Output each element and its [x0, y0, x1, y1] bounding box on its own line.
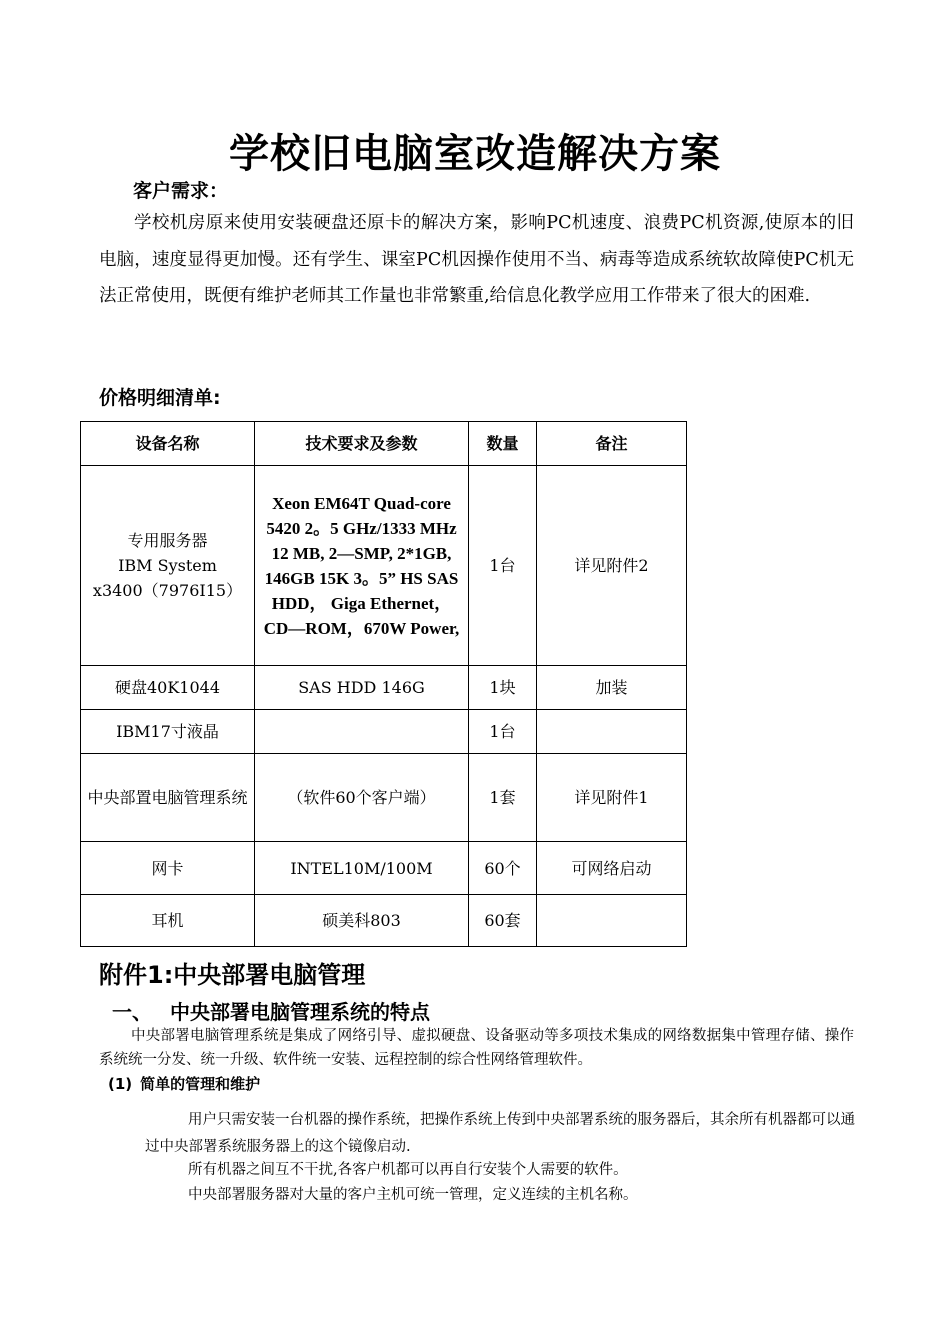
subsection-paragraph: 用户只需安装一台机器的操作系统，把操作系统上传到中央部署系统的服务器后，其余所有机器都可以通过中央部署系统服务器上的这个镜像启动. — [145, 1112, 855, 1155]
device-name-line: 专用服务器 — [127, 531, 208, 550]
subsection-paragraph: 所有机器之间互不干扰,各客户机都可以再自行安装个人需要的软件。 — [188, 1162, 628, 1178]
cell-qty: 60个 — [469, 842, 537, 895]
cell-note — [537, 710, 687, 754]
section-paragraph: 中央部署电脑管理系统是集成了网络引导、虚拟硬盘、设备驱动等多项技术集成的网络数据集中管理存储、操作系统统一分发、统一升级、软件统一安装、远程控制的综合性网络管理软件。 — [99, 1028, 854, 1068]
subsection-paragraph: 中央部署服务器对大量的客户主机可统一管理，定义连续的主机名称。 — [188, 1187, 638, 1203]
header-spec: 技术要求及参数 — [255, 422, 469, 466]
cell-spec: （软件60个客户端） — [255, 754, 469, 842]
cell-spec: INTEL10M/100M — [255, 842, 469, 895]
table-row — [81, 754, 687, 842]
header-qty: 数量 — [469, 422, 537, 466]
table-row — [81, 710, 687, 754]
cell-note: 可网络启动 — [537, 842, 687, 895]
subsection-title: 简单的管理和维护 — [140, 1075, 261, 1093]
cell-qty: 1块 — [469, 666, 537, 710]
cell-qty: 1台 — [469, 466, 537, 666]
table-row — [81, 842, 687, 895]
cell-spec: 硕美科803 — [255, 895, 469, 947]
section-title: 中央部署电脑管理系统的特点 — [170, 1000, 430, 1024]
cell-device-name: 耳机 — [81, 895, 255, 947]
customer-need-paragraph: 学校机房原来使用安装硬盘还原卡的解决方案，影响PC机速度、浪费PC机资源,使原本的旧电脑，速度显得更加慢。还有学生、课室PC机因操作使用不当、病毒等造成系统软故障使PC机无法正常使用，既便有维护老师其工作量也非常繁重,给信息化教学应用工作带来了很大的困难. — [99, 213, 854, 306]
table-header-row — [81, 422, 687, 466]
price-list-heading: 价格明细清单: — [99, 387, 221, 409]
cell-spec — [255, 710, 469, 754]
subsection-number: (1) — [108, 1075, 133, 1093]
cell-qty: 1台 — [469, 710, 537, 754]
cell-device-name: IBM17寸液晶 — [81, 710, 255, 754]
cell-device-name — [81, 466, 255, 666]
cell-device-name: 中央部置电脑管理系统 — [81, 754, 255, 842]
customer-need-heading: 客户需求： — [133, 180, 229, 202]
table-row — [81, 466, 687, 666]
cell-note — [537, 895, 687, 947]
device-name-line: x3400（7976I15） — [92, 581, 243, 600]
device-name-line: IBM System — [118, 556, 217, 575]
cell-qty: 1套 — [469, 754, 537, 842]
cell-device-name: 网卡 — [81, 842, 255, 895]
price-table — [80, 421, 687, 947]
cell-note: 详见附件2 — [537, 466, 687, 666]
attachment-heading: 附件1:中央部署电脑管理 — [99, 961, 366, 989]
table-row — [81, 895, 687, 947]
header-note: 备注 — [537, 422, 687, 466]
document-title: 学校旧电脑室改造解决方案 — [229, 131, 721, 177]
cell-note: 详见附件1 — [537, 754, 687, 842]
cell-spec: SAS HDD 146G — [255, 666, 469, 710]
cell-device-name: 硬盘40K1044 — [81, 666, 255, 710]
table-row — [81, 666, 687, 710]
section-heading — [112, 996, 430, 1025]
section-number: 一、 — [112, 1000, 152, 1024]
cell-qty: 60套 — [469, 895, 537, 947]
header-device-name: 设备名称 — [81, 422, 255, 466]
subsection-heading — [108, 1073, 260, 1094]
cell-spec: Xeon EM64T Quad-core 5420 2。5 GHz/1333 MHz 12 MB, 2—SMP, 2*1GB, 146GB 15K 3。5” HS SAS HDD， Giga Ethernet， CD—ROM，670W Power, — [255, 466, 469, 666]
cell-note: 加装 — [537, 666, 687, 710]
